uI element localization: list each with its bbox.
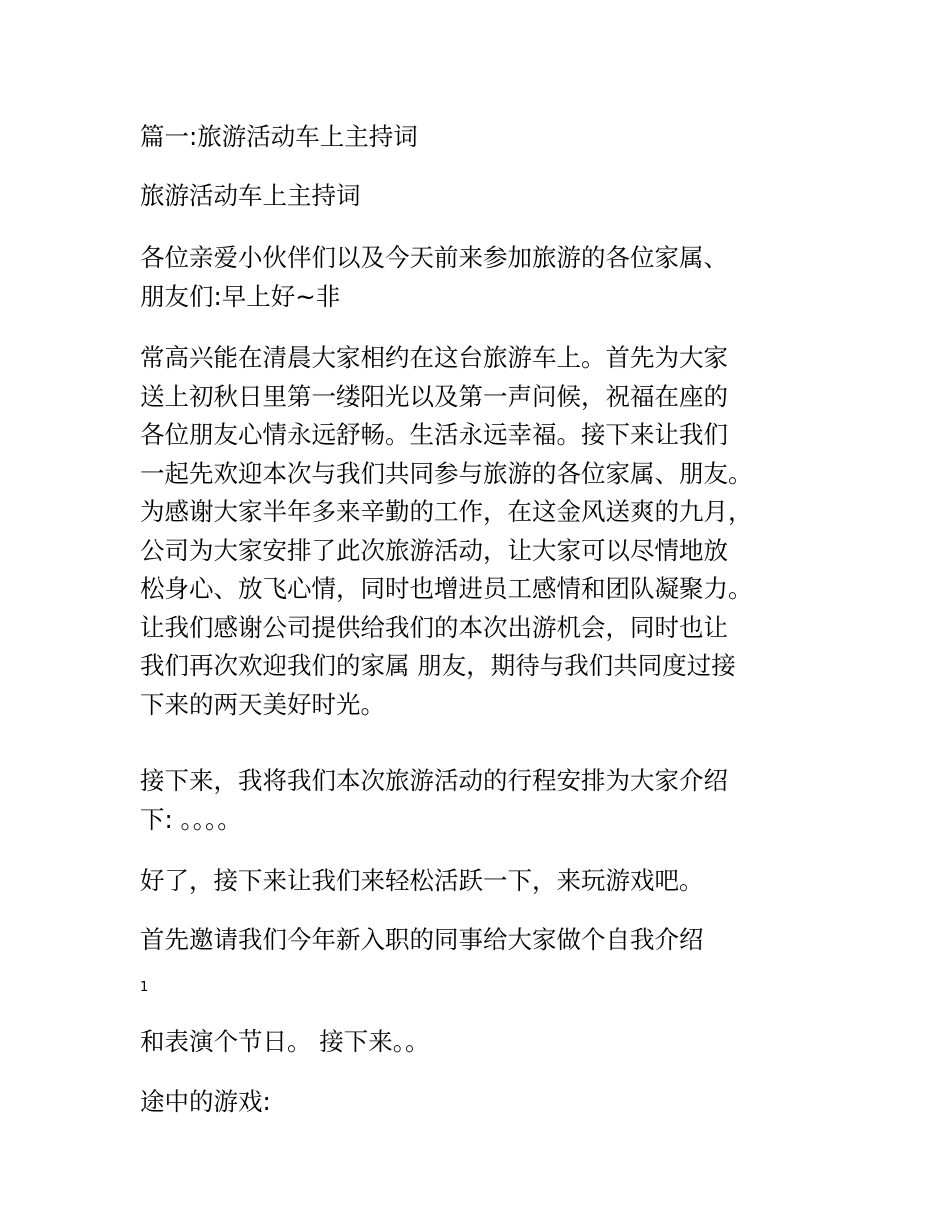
text-line: 送上初秋日里第一缕阳光以及第一声问候，祝福在座的 xyxy=(140,381,728,411)
page-number: 1 xyxy=(140,980,149,995)
body-paragraph xyxy=(140,339,830,724)
text-line: 常高兴能在清晨大家相约在这台旅游车上。首先为大家 xyxy=(140,343,728,372)
text-line: 各位亲爱小伙伴们以及今天前来参加旅游的各位家属、 xyxy=(140,243,728,272)
document-subtitle: 旅游活动车上主持词 xyxy=(140,181,361,210)
text-line: 各位朋友心情永远舒畅。生活永远幸福。接下来让我们 xyxy=(140,420,728,449)
text-line: 一起先欢迎本次与我们共同参与旅游的各位家属、朋友。 xyxy=(140,458,753,488)
text-line: 松身心、放飞心情，同时也增进员工感情和团队凝聚力。 xyxy=(140,574,753,603)
game-intro-paragraph: 好了，接下来让我们来轻松活跃一下，来玩游戏吧。 xyxy=(140,866,704,895)
games-heading: 途中的游戏: xyxy=(140,1087,271,1116)
greeting-paragraph xyxy=(140,239,830,316)
schedule-paragraph xyxy=(140,762,830,839)
invite-paragraph: 首先邀请我们今年新入职的同事给大家做个自我介绍 xyxy=(140,925,704,954)
text-line: 下来的两天美好时光。 xyxy=(140,689,385,719)
text-line: 接下来，我将我们本次旅游活动的行程安排为大家介绍 xyxy=(140,766,728,795)
text-line: 为感谢大家半年多来辛勤的工作，在这金风送爽的九月， xyxy=(140,497,753,526)
text-line: 下: 。。。。 xyxy=(140,804,242,834)
document-heading: 篇一:旅游活动车上主持词 xyxy=(140,122,418,151)
text-line: 公司为大家安排了此次旅游活动，让大家可以尽情地放 xyxy=(140,535,728,565)
text-line: 我们再次欢迎我们的家属 朋友，期待与我们共同度过接 xyxy=(140,651,736,680)
continuation-paragraph: 和表演个节日。 接下来。。 xyxy=(140,1027,430,1056)
text-line: 朋友们:早上好~非 xyxy=(140,281,341,311)
text-line: 让我们感谢公司提供给我们的本次出游机会，同时也让 xyxy=(140,612,728,642)
